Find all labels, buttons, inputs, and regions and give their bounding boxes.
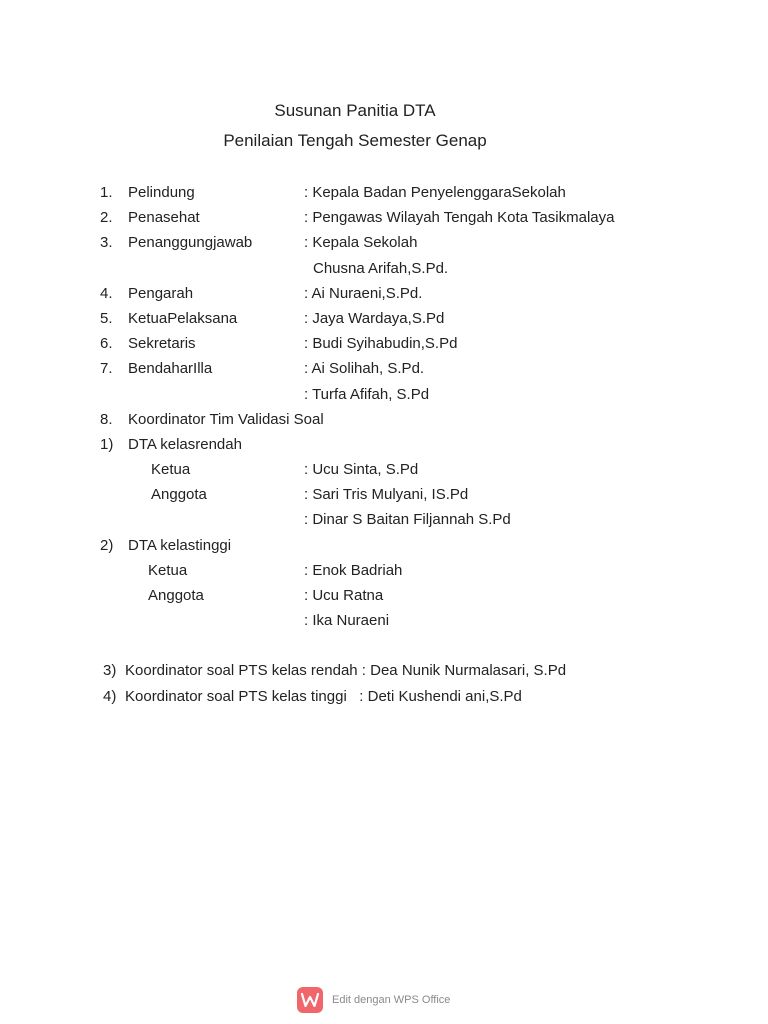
wps-office-footer[interactable] — [297, 987, 450, 1013]
wps-office-label: Edit dengan WPS Office — [332, 994, 451, 1006]
item-label-pelindung: Pelindung — [128, 184, 195, 201]
subitem-value-anggota-2: : Dinar S Baitan Filjannah S.Pd — [304, 511, 511, 528]
subitem-role-ketua: Ketua — [148, 562, 188, 579]
item-number: 2. — [100, 209, 113, 226]
subitem-label-dta-kelasrendah: DTA kelasrendah — [128, 436, 242, 453]
document-subtitle: Penilaian Tengah Semester Genap — [223, 131, 487, 150]
item-value-penanggungjawab-name: Chusna Arifah,S.Pd. — [313, 260, 449, 277]
subitem-number: 2) — [100, 537, 114, 554]
item-label-penasehat: Penasehat — [128, 209, 200, 226]
item-label-ketua-pelaksana: KetuaPelaksana — [128, 310, 238, 327]
item-number: 3. — [100, 234, 113, 251]
document-title: Susunan Panitia DTA — [274, 101, 436, 120]
item-number: 8. — [100, 411, 113, 428]
item-number: 4. — [100, 285, 113, 302]
subitem-role-anggota: Anggota — [151, 486, 207, 503]
subitem-value-ketua: : Ucu Sinta, S.Pd — [304, 461, 419, 478]
item-label-koordinator-validasi: Koordinator Tim Validasi Soal — [128, 411, 324, 428]
subitem-value-anggota-2: : Ika Nuraeni — [304, 612, 390, 629]
item-value-pengarah: : Ai Nuraeni,S.Pd. — [304, 285, 423, 302]
subitem-role-ketua: Ketua — [151, 461, 191, 478]
item-label-penanggungjawab: Penanggungjawab — [128, 234, 253, 251]
item-value-sekretaris: : Budi Syihabudin,S.Pd — [304, 335, 458, 352]
item-label-sekretaris: Sekretaris — [128, 335, 196, 352]
item-number: 6. — [100, 335, 113, 352]
subitem-value-ketua: : Enok Badriah — [304, 562, 403, 579]
subitem-number: 4) — [103, 688, 117, 705]
item-value-penasehat: : Pengawas Wilayah Tengah Kota Tasikmalaya — [304, 209, 615, 226]
item-value-pelindung: : Kepala Badan PenyelenggaraSekolah — [304, 184, 566, 201]
subitem-value-anggota: : Ucu Ratna — [304, 587, 384, 604]
subitem-number: 3) — [103, 662, 117, 679]
koordinator-soal-kelas-tinggi: Koordinator soal PTS kelas tinggi : Deti Kushendi ani,S.Pd — [125, 688, 522, 705]
koordinator-soal-kelas-rendah: Koordinator soal PTS kelas rendah : Dea Nunik Nurmalasari, S.Pd — [125, 662, 567, 679]
item-number: 5. — [100, 310, 113, 327]
wps-office-logo-icon — [297, 987, 323, 1013]
wps-w-icon — [301, 993, 319, 1007]
item-value-bendahara-2: : Turfa Afifah, S.Pd — [304, 386, 430, 403]
item-label-bendahara: BendaharIlla — [128, 360, 213, 377]
item-number: 1. — [100, 184, 113, 201]
item-label-pengarah: Pengarah — [128, 285, 194, 302]
subitem-value-anggota: : Sari Tris Mulyani, IS.Pd — [304, 486, 469, 503]
subitem-number: 1) — [100, 436, 114, 453]
item-value-bendahara: : Ai Solihah, S.Pd. — [304, 360, 425, 377]
item-value-ketua-pelaksana: : Jaya Wardaya,S.Pd — [304, 310, 445, 327]
item-value-penanggungjawab: : Kepala Sekolah — [304, 234, 418, 251]
subitem-label-dta-kelastinggi: DTA kelastinggi — [128, 537, 232, 554]
subitem-role-anggota: Anggota — [148, 587, 204, 604]
item-number: 7. — [100, 360, 113, 377]
